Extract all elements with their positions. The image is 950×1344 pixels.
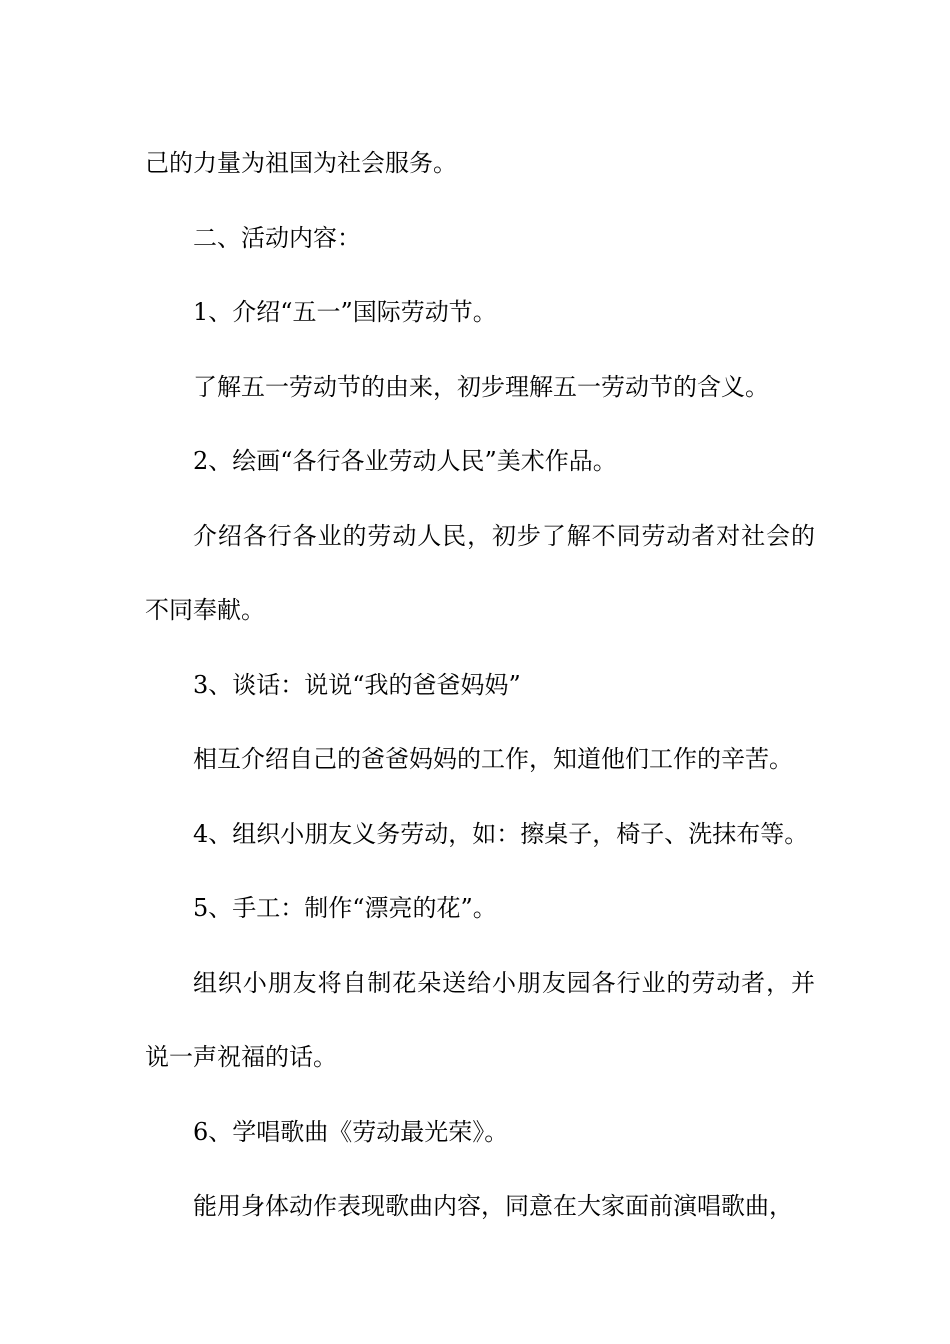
item-6-heading: 6、学唱歌曲《劳动最光荣》。 (193, 1117, 509, 1146)
section-heading-activity-content: 二、活动内容： (193, 223, 361, 252)
item-2-description: 介绍各行各业的劳动人民，初步了解不同劳动者对社会的不同奉献。 (145, 521, 815, 624)
item-5-description: 组织小朋友将自制花朵送给小朋友园各行业的劳动者，并说一声祝福的话。 (145, 968, 815, 1071)
item-6-description: 能用身体动作表现歌曲内容，同意在大家面前演唱歌曲， (193, 1192, 793, 1220)
item-5-heading: 5、手工：制作“漂亮的花”。 (193, 894, 497, 922)
item-3-heading: 3、谈话：说说“我的爸爸妈妈” (193, 670, 521, 699)
item-1-description: 了解五一劳动节的由来，初步理解五一劳动节的含义。 (193, 372, 769, 401)
paragraph-continuation: 己的力量为祖国为社会服务。 (145, 149, 457, 177)
item-1-heading: 1、介绍“五一”国际劳动节。 (193, 298, 497, 326)
item-3-description: 相互介绍自己的爸爸妈妈的工作，知道他们工作的辛苦。 (193, 745, 793, 773)
item-2-heading: 2、绘画“各行各业劳动人民”美术作品。 (193, 447, 617, 475)
item-4-heading: 4、组织小朋友义务劳动，如：擦桌子，椅子、洗抹布等。 (193, 819, 809, 848)
document-body (145, 126, 815, 1244)
